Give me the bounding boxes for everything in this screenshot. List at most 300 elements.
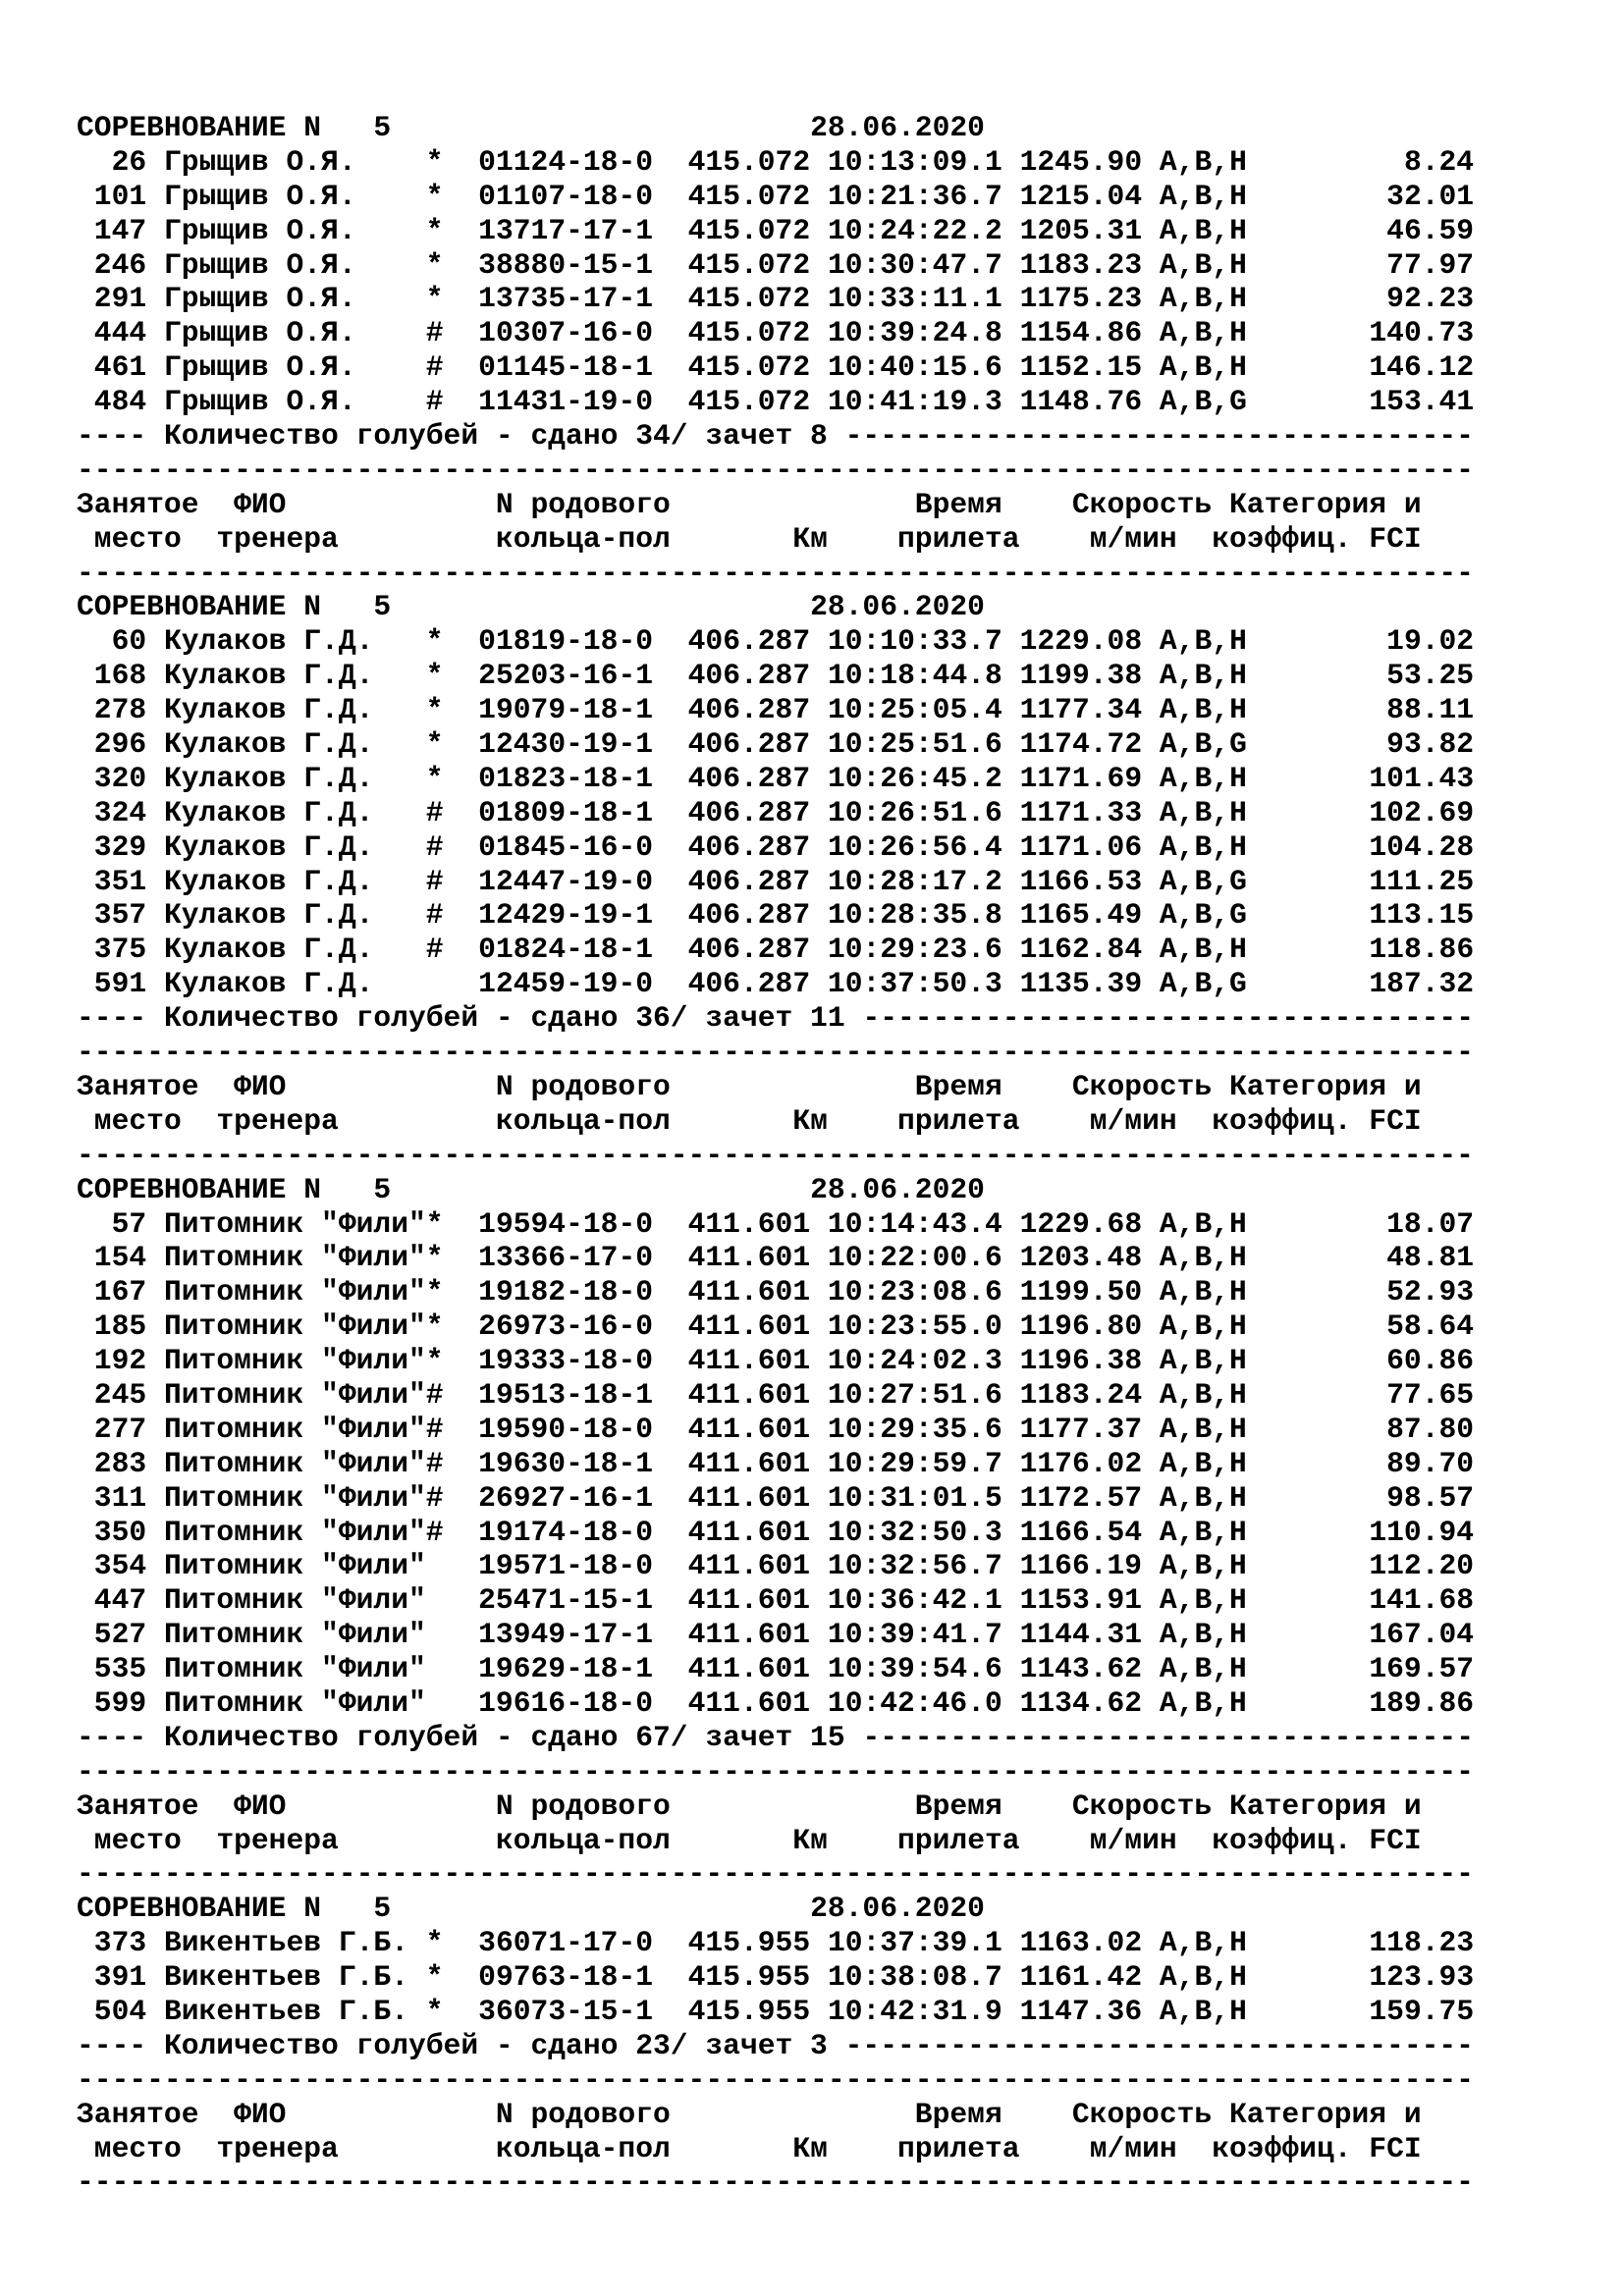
speed: 1166.54 bbox=[1019, 1516, 1143, 1549]
trainer-name: Грыщив О.Я. bbox=[163, 283, 356, 316]
speed: 1203.48 bbox=[1019, 1242, 1143, 1275]
header-ring: N родового bbox=[495, 1789, 671, 1823]
distance-km: 406.287 bbox=[687, 762, 811, 795]
distance-km: 411.601 bbox=[687, 1550, 811, 1583]
competition-number: 5 bbox=[373, 1173, 392, 1206]
mark: * bbox=[425, 1242, 444, 1275]
arrival-time: 10:37:50.3 bbox=[827, 968, 1002, 1001]
arrival-time: 10:24:22.2 bbox=[827, 214, 1002, 247]
result-row bbox=[77, 1448, 1474, 1482]
arrival-time: 10:39:24.8 bbox=[827, 317, 1002, 350]
mark: # bbox=[425, 934, 444, 967]
arrival-time: 10:41:19.3 bbox=[827, 386, 1002, 419]
fci-coefficient: 123.93 bbox=[1369, 1961, 1475, 1995]
distance-km: 415.072 bbox=[687, 386, 811, 419]
column-header-line-1 bbox=[77, 1071, 1474, 1105]
arrival-time: 10:27:51.6 bbox=[827, 1378, 1002, 1412]
speed: 1205.31 bbox=[1019, 214, 1143, 247]
fci-coefficient: 58.64 bbox=[1386, 1310, 1475, 1344]
ring-number: 13717-17-1 bbox=[478, 214, 654, 247]
header-ring: N родового bbox=[495, 1070, 671, 1103]
header-place-2: место bbox=[93, 522, 182, 556]
mark: * bbox=[425, 660, 444, 693]
header-name-2: тренера bbox=[216, 522, 339, 556]
place: 357 bbox=[93, 899, 147, 933]
result-row bbox=[77, 1687, 1474, 1722]
distance-km: 415.072 bbox=[687, 283, 811, 316]
fci-coefficient: 89.70 bbox=[1386, 1447, 1475, 1480]
fci-coefficient: 48.81 bbox=[1386, 1242, 1475, 1275]
category: A,B,H bbox=[1159, 660, 1247, 693]
mark: # bbox=[425, 1481, 444, 1515]
arrival-time: 10:29:23.6 bbox=[827, 934, 1002, 967]
mark: * bbox=[425, 283, 444, 316]
speed: 1215.04 bbox=[1019, 180, 1143, 213]
header-category-2: коэффиц. FCI bbox=[1212, 522, 1422, 556]
summary-line bbox=[77, 1002, 1474, 1037]
category: A,B,H bbox=[1159, 317, 1247, 350]
speed: 1177.34 bbox=[1019, 694, 1143, 727]
header-place-2: место bbox=[93, 1104, 182, 1138]
place: 591 bbox=[93, 968, 147, 1001]
trainer-name: Кулаков Г.Д. bbox=[163, 830, 374, 864]
place: 320 bbox=[93, 762, 147, 795]
fci-coefficient: 141.68 bbox=[1369, 1584, 1475, 1618]
category: A,B,H bbox=[1159, 1619, 1247, 1652]
speed: 1183.23 bbox=[1019, 248, 1143, 282]
result-row bbox=[77, 317, 1474, 351]
speed: 1199.50 bbox=[1019, 1276, 1143, 1309]
speed: 1163.02 bbox=[1019, 1927, 1143, 1960]
mark: * bbox=[425, 1961, 444, 1995]
arrival-time: 10:31:01.5 bbox=[827, 1481, 1002, 1515]
trainer-name: Кулаков Г.Д. bbox=[163, 694, 374, 727]
speed: 1162.84 bbox=[1019, 934, 1143, 967]
competition-title: СОРЕВНОВАНИЕ N bbox=[77, 112, 322, 144]
header-speed: Скорость bbox=[1071, 2098, 1213, 2131]
category: A,B,H bbox=[1159, 1516, 1247, 1549]
speed: 1171.69 bbox=[1019, 762, 1143, 795]
competition-line bbox=[77, 591, 1474, 625]
place: 296 bbox=[93, 728, 147, 762]
separator-line bbox=[77, 1140, 1474, 1174]
place: 147 bbox=[93, 214, 147, 247]
category: A,B,H bbox=[1159, 796, 1247, 829]
category: A,B,H bbox=[1159, 1961, 1247, 1995]
place: 245 bbox=[93, 1378, 147, 1412]
fci-coefficient: 32.01 bbox=[1386, 180, 1475, 213]
speed: 1152.15 bbox=[1019, 351, 1143, 385]
fci-coefficient: 104.28 bbox=[1369, 830, 1475, 864]
category: A,B,H bbox=[1159, 1413, 1247, 1446]
result-row bbox=[77, 146, 1474, 181]
competition-date: 28.06.2020 bbox=[810, 591, 985, 624]
arrival-time: 10:13:09.1 bbox=[827, 145, 1002, 179]
trainer-name: Кулаков Г.Д. bbox=[163, 968, 374, 1001]
ring-number: 19629-18-1 bbox=[478, 1653, 654, 1686]
column-header-line-2 bbox=[77, 2133, 1474, 2167]
ring-number: 26973-16-0 bbox=[478, 1310, 654, 1344]
arrival-time: 10:36:42.1 bbox=[827, 1584, 1002, 1618]
place: 599 bbox=[93, 1686, 147, 1720]
place: 461 bbox=[93, 351, 147, 385]
distance-km: 411.601 bbox=[687, 1516, 811, 1549]
distance-km: 411.601 bbox=[687, 1207, 811, 1241]
distance-km: 411.601 bbox=[687, 1413, 811, 1446]
place: 354 bbox=[93, 1550, 147, 1583]
trainer-name: Питомник "Фили" bbox=[163, 1276, 426, 1309]
place: 60 bbox=[111, 625, 147, 659]
place: 324 bbox=[93, 796, 147, 829]
trainer-name: Кулаков Г.Д. bbox=[163, 625, 374, 659]
speed: 1196.80 bbox=[1019, 1310, 1143, 1344]
distance-km: 406.287 bbox=[687, 865, 811, 898]
fci-coefficient: 52.93 bbox=[1386, 1276, 1475, 1309]
mark: * bbox=[425, 762, 444, 795]
trainer-name: Кулаков Г.Д. bbox=[163, 660, 374, 693]
fci-coefficient: 118.86 bbox=[1369, 934, 1475, 967]
speed: 1176.02 bbox=[1019, 1447, 1143, 1480]
category: A,B,H bbox=[1159, 694, 1247, 727]
speed: 1148.76 bbox=[1019, 386, 1143, 419]
place: 504 bbox=[93, 1995, 147, 2028]
competition-line bbox=[77, 1174, 1474, 1208]
result-row bbox=[77, 934, 1474, 968]
category: A,B,H bbox=[1159, 1378, 1247, 1412]
result-row bbox=[77, 797, 1474, 831]
separator-line bbox=[77, 1858, 1474, 1893]
category: A,B,H bbox=[1159, 1276, 1247, 1309]
place: 185 bbox=[93, 1310, 147, 1344]
fci-coefficient: 110.94 bbox=[1369, 1516, 1475, 1549]
speed: 1166.19 bbox=[1019, 1550, 1143, 1583]
result-row bbox=[77, 249, 1474, 284]
mark: # bbox=[425, 899, 444, 933]
trainer-name: Грыщив О.Я. bbox=[163, 145, 356, 179]
mark: # bbox=[425, 386, 444, 419]
summary-line bbox=[77, 2030, 1474, 2064]
mark: # bbox=[425, 1447, 444, 1480]
arrival-time: 10:25:51.6 bbox=[827, 728, 1002, 762]
header-ring: N родового bbox=[495, 488, 671, 521]
mark: # bbox=[425, 1378, 444, 1412]
trainer-name: Питомник "Фили" bbox=[163, 1516, 426, 1549]
distance-km: 406.287 bbox=[687, 934, 811, 967]
mark: * bbox=[425, 1207, 444, 1241]
arrival-time: 10:29:35.6 bbox=[827, 1413, 1002, 1446]
summary-dashes-right: ----------------------------------- bbox=[862, 1721, 1474, 1754]
fci-coefficient: 77.65 bbox=[1386, 1378, 1475, 1412]
result-row bbox=[77, 728, 1474, 763]
distance-km: 411.601 bbox=[687, 1345, 811, 1378]
category: A,B,H bbox=[1159, 180, 1247, 213]
ring-number: 12429-19-1 bbox=[478, 899, 654, 933]
place: 26 bbox=[111, 145, 147, 179]
arrival-time: 10:28:17.2 bbox=[827, 865, 1002, 898]
place: 154 bbox=[93, 1242, 147, 1275]
ring-number: 19594-18-0 bbox=[478, 1207, 654, 1241]
result-row bbox=[77, 181, 1474, 215]
header-speed-2: м/мин bbox=[1089, 2132, 1177, 2165]
header-time-2: прилета bbox=[897, 1824, 1020, 1857]
separator-line bbox=[77, 558, 1474, 592]
rule-line: -------------------------------------------------------------------------------- bbox=[77, 557, 1474, 590]
speed: 1196.38 bbox=[1019, 1345, 1143, 1378]
ring-number: 19182-18-0 bbox=[478, 1276, 654, 1309]
competition-number: 5 bbox=[373, 112, 392, 144]
header-speed: Скорость bbox=[1071, 488, 1213, 521]
rule-line: -------------------------------------------------------------------------------- bbox=[77, 1139, 1474, 1172]
competition-date: 28.06.2020 bbox=[810, 112, 985, 144]
ring-number: 36071-17-0 bbox=[478, 1927, 654, 1960]
header-place: Занятое bbox=[77, 1070, 199, 1103]
result-row bbox=[77, 1345, 1474, 1379]
competition-date: 28.06.2020 bbox=[810, 1173, 985, 1206]
arrival-time: 10:26:45.2 bbox=[827, 762, 1002, 795]
place: 246 bbox=[93, 248, 147, 282]
arrival-time: 10:37:39.1 bbox=[827, 1927, 1002, 1960]
speed: 1199.38 bbox=[1019, 660, 1143, 693]
ring-number: 01107-18-0 bbox=[478, 180, 654, 213]
summary-text: Количество голубей - сдано 67/ зачет 15 bbox=[163, 1721, 845, 1754]
competition-number: 5 bbox=[373, 1893, 392, 1926]
ring-number: 10307-16-0 bbox=[478, 317, 654, 350]
result-row bbox=[77, 1482, 1474, 1517]
trainer-name: Питомник "Фили" bbox=[163, 1481, 426, 1515]
speed: 1154.86 bbox=[1019, 317, 1143, 350]
category: A,B,H bbox=[1159, 248, 1247, 282]
header-time-2: прилета bbox=[897, 522, 1020, 556]
speed: 1143.62 bbox=[1019, 1653, 1143, 1686]
arrival-time: 10:40:15.6 bbox=[827, 351, 1002, 385]
competition-number: 5 bbox=[373, 591, 392, 624]
result-row bbox=[77, 1961, 1474, 1996]
ring-number: 01824-18-1 bbox=[478, 934, 654, 967]
trainer-name: Грыщив О.Я. bbox=[163, 317, 356, 350]
summary-text: Количество голубей - сдано 36/ зачет 11 bbox=[163, 1002, 845, 1036]
header-time: Время bbox=[914, 488, 1002, 521]
result-row bbox=[77, 866, 1474, 900]
arrival-time: 10:39:41.7 bbox=[827, 1619, 1002, 1652]
header-km: Км bbox=[792, 1824, 828, 1857]
result-row bbox=[77, 694, 1474, 728]
category: A,B,H bbox=[1159, 1447, 1247, 1480]
trainer-name: Питомник "Фили" bbox=[163, 1345, 426, 1378]
header-place-2: место bbox=[93, 2132, 182, 2165]
speed: 1183.24 bbox=[1019, 1378, 1143, 1412]
speed: 1165.49 bbox=[1019, 899, 1143, 933]
distance-km: 406.287 bbox=[687, 968, 811, 1001]
distance-km: 411.601 bbox=[687, 1447, 811, 1480]
trainer-name: Викентьев Г.Б. bbox=[163, 1927, 408, 1960]
arrival-time: 10:38:08.7 bbox=[827, 1961, 1002, 1995]
place: 291 bbox=[93, 283, 147, 316]
trainer-name: Питомник "Фили" bbox=[163, 1413, 426, 1446]
separator-line bbox=[77, 2166, 1474, 2201]
header-name-2: тренера bbox=[216, 1824, 339, 1857]
result-row bbox=[77, 386, 1474, 420]
trainer-name: Грыщив О.Я. bbox=[163, 180, 356, 213]
trainer-name: Питомник "Фили" bbox=[163, 1686, 426, 1720]
summary-text: Количество голубей - сдано 23/ зачет 3 bbox=[163, 2029, 828, 2062]
distance-km: 411.601 bbox=[687, 1276, 811, 1309]
trainer-name: Питомник "Фили" bbox=[163, 1550, 426, 1583]
trainer-name: Грыщив О.Я. bbox=[163, 386, 356, 419]
category: A,B,H bbox=[1159, 1550, 1247, 1583]
category: A,B,H bbox=[1159, 1310, 1247, 1344]
trainer-name: Викентьев Г.Б. bbox=[163, 1995, 408, 2028]
summary-line bbox=[77, 420, 1474, 454]
speed: 1229.68 bbox=[1019, 1207, 1143, 1241]
fci-coefficient: 92.23 bbox=[1386, 283, 1475, 316]
distance-km: 406.287 bbox=[687, 694, 811, 727]
distance-km: 411.601 bbox=[687, 1242, 811, 1275]
ring-number: 19079-18-1 bbox=[478, 694, 654, 727]
distance-km: 411.601 bbox=[687, 1310, 811, 1344]
ring-number: 11431-19-0 bbox=[478, 386, 654, 419]
fci-coefficient: 187.32 bbox=[1369, 968, 1475, 1001]
competition-line bbox=[77, 1893, 1474, 1927]
summary-dashes-left: ---- bbox=[77, 420, 147, 454]
header-ring-2: кольца-пол bbox=[495, 2132, 671, 2165]
ring-number: 36073-15-1 bbox=[478, 1995, 654, 2028]
result-row bbox=[77, 283, 1474, 317]
result-row bbox=[77, 763, 1474, 797]
header-name: ФИО bbox=[234, 1789, 287, 1823]
result-row bbox=[77, 1927, 1474, 1961]
fci-coefficient: 112.20 bbox=[1369, 1550, 1475, 1583]
ring-number: 26927-16-1 bbox=[478, 1481, 654, 1515]
fci-coefficient: 167.04 bbox=[1369, 1619, 1475, 1652]
header-km: Км bbox=[792, 1104, 828, 1138]
ring-number: 01845-16-0 bbox=[478, 830, 654, 864]
category: A,B,G bbox=[1159, 968, 1247, 1001]
rule-line: -------------------------------------------------------------------------------- bbox=[77, 1755, 1474, 1789]
fci-coefficient: 88.11 bbox=[1386, 694, 1475, 727]
competition-title: СОРЕВНОВАНИЕ N bbox=[77, 1893, 322, 1926]
rule-line: -------------------------------------------------------------------------------- bbox=[77, 2166, 1474, 2200]
ring-number: 19333-18-0 bbox=[478, 1345, 654, 1378]
arrival-time: 10:23:08.6 bbox=[827, 1276, 1002, 1309]
header-category: Категория и bbox=[1228, 2098, 1422, 2131]
fci-coefficient: 111.25 bbox=[1369, 865, 1475, 898]
trainer-name: Питомник "Фили" bbox=[163, 1584, 426, 1618]
distance-km: 415.955 bbox=[687, 1995, 811, 2028]
speed: 1172.57 bbox=[1019, 1481, 1143, 1515]
place: 277 bbox=[93, 1413, 147, 1446]
category: A,B,H bbox=[1159, 1653, 1247, 1686]
result-row bbox=[77, 1276, 1474, 1310]
ring-number: 25203-16-1 bbox=[478, 660, 654, 693]
column-header-line-2 bbox=[77, 1105, 1474, 1140]
rule-line: -------------------------------------------------------------------------------- bbox=[77, 2063, 1474, 2097]
header-name: ФИО bbox=[234, 488, 287, 521]
place: 57 bbox=[111, 1207, 147, 1241]
distance-km: 415.955 bbox=[687, 1927, 811, 1960]
rule-line: -------------------------------------------------------------------------------- bbox=[77, 454, 1474, 487]
header-km: Км bbox=[792, 522, 828, 556]
summary-dashes-right: ------------------------------------ bbox=[844, 2029, 1474, 2062]
category: A,B,G bbox=[1159, 386, 1247, 419]
place: 350 bbox=[93, 1516, 147, 1549]
header-ring-2: кольца-пол bbox=[495, 1104, 671, 1138]
ring-number: 19571-18-0 bbox=[478, 1550, 654, 1583]
distance-km: 411.601 bbox=[687, 1653, 811, 1686]
arrival-time: 10:30:47.7 bbox=[827, 248, 1002, 282]
place: 373 bbox=[93, 1927, 147, 1960]
place: 283 bbox=[93, 1447, 147, 1480]
result-row bbox=[77, 351, 1474, 386]
ring-number: 12447-19-0 bbox=[478, 865, 654, 898]
distance-km: 415.072 bbox=[687, 180, 811, 213]
mark: * bbox=[425, 625, 444, 659]
mark: # bbox=[425, 1516, 444, 1549]
results-printout bbox=[77, 112, 1474, 2201]
category: A,B,H bbox=[1159, 1995, 1247, 2028]
ring-number: 19630-18-1 bbox=[478, 1447, 654, 1480]
speed: 1177.37 bbox=[1019, 1413, 1143, 1446]
category: A,B,H bbox=[1159, 214, 1247, 247]
place: 527 bbox=[93, 1619, 147, 1652]
trainer-name: Грыщив О.Я. bbox=[163, 351, 356, 385]
header-category: Категория и bbox=[1228, 488, 1422, 521]
ring-number: 19174-18-0 bbox=[478, 1516, 654, 1549]
distance-km: 406.287 bbox=[687, 625, 811, 659]
category: A,B,H bbox=[1159, 351, 1247, 385]
header-speed-2: м/мин bbox=[1089, 1104, 1177, 1138]
place: 351 bbox=[93, 865, 147, 898]
place: 444 bbox=[93, 317, 147, 350]
mark: # bbox=[425, 317, 444, 350]
result-row bbox=[77, 1517, 1474, 1551]
fci-coefficient: 60.86 bbox=[1386, 1345, 1475, 1378]
speed: 1175.23 bbox=[1019, 283, 1143, 316]
arrival-time: 10:23:55.0 bbox=[827, 1310, 1002, 1344]
arrival-time: 10:22:00.6 bbox=[827, 1242, 1002, 1275]
arrival-time: 10:39:54.6 bbox=[827, 1653, 1002, 1686]
mark: * bbox=[425, 1995, 444, 2028]
ring-number: 12459-19-0 bbox=[478, 968, 654, 1001]
category: A,B,H bbox=[1159, 1242, 1247, 1275]
category: A,B,G bbox=[1159, 865, 1247, 898]
competition-date: 28.06.2020 bbox=[810, 1893, 985, 1926]
column-header-line-2 bbox=[77, 1825, 1474, 1859]
arrival-time: 10:26:56.4 bbox=[827, 830, 1002, 864]
ring-number: 19590-18-0 bbox=[478, 1413, 654, 1446]
trainer-name: Грыщив О.Я. bbox=[163, 214, 356, 247]
mark: * bbox=[425, 180, 444, 213]
speed: 1166.53 bbox=[1019, 865, 1143, 898]
distance-km: 415.072 bbox=[687, 317, 811, 350]
fci-coefficient: 153.41 bbox=[1369, 386, 1475, 419]
arrival-time: 10:33:11.1 bbox=[827, 283, 1002, 316]
place: 167 bbox=[93, 1276, 147, 1309]
header-ring-2: кольца-пол bbox=[495, 1824, 671, 1857]
competition-line bbox=[77, 112, 1474, 146]
ring-number: 38880-15-1 bbox=[478, 248, 654, 282]
distance-km: 406.287 bbox=[687, 899, 811, 933]
ring-number: 13735-17-1 bbox=[478, 283, 654, 316]
column-header-line-1 bbox=[77, 489, 1474, 523]
result-row bbox=[77, 831, 1474, 866]
fci-coefficient: 159.75 bbox=[1369, 1995, 1475, 2028]
fci-coefficient: 19.02 bbox=[1386, 625, 1475, 659]
speed: 1174.72 bbox=[1019, 728, 1143, 762]
distance-km: 415.955 bbox=[687, 1961, 811, 1995]
distance-km: 415.072 bbox=[687, 145, 811, 179]
distance-km: 411.601 bbox=[687, 1686, 811, 1720]
result-row bbox=[77, 1414, 1474, 1448]
